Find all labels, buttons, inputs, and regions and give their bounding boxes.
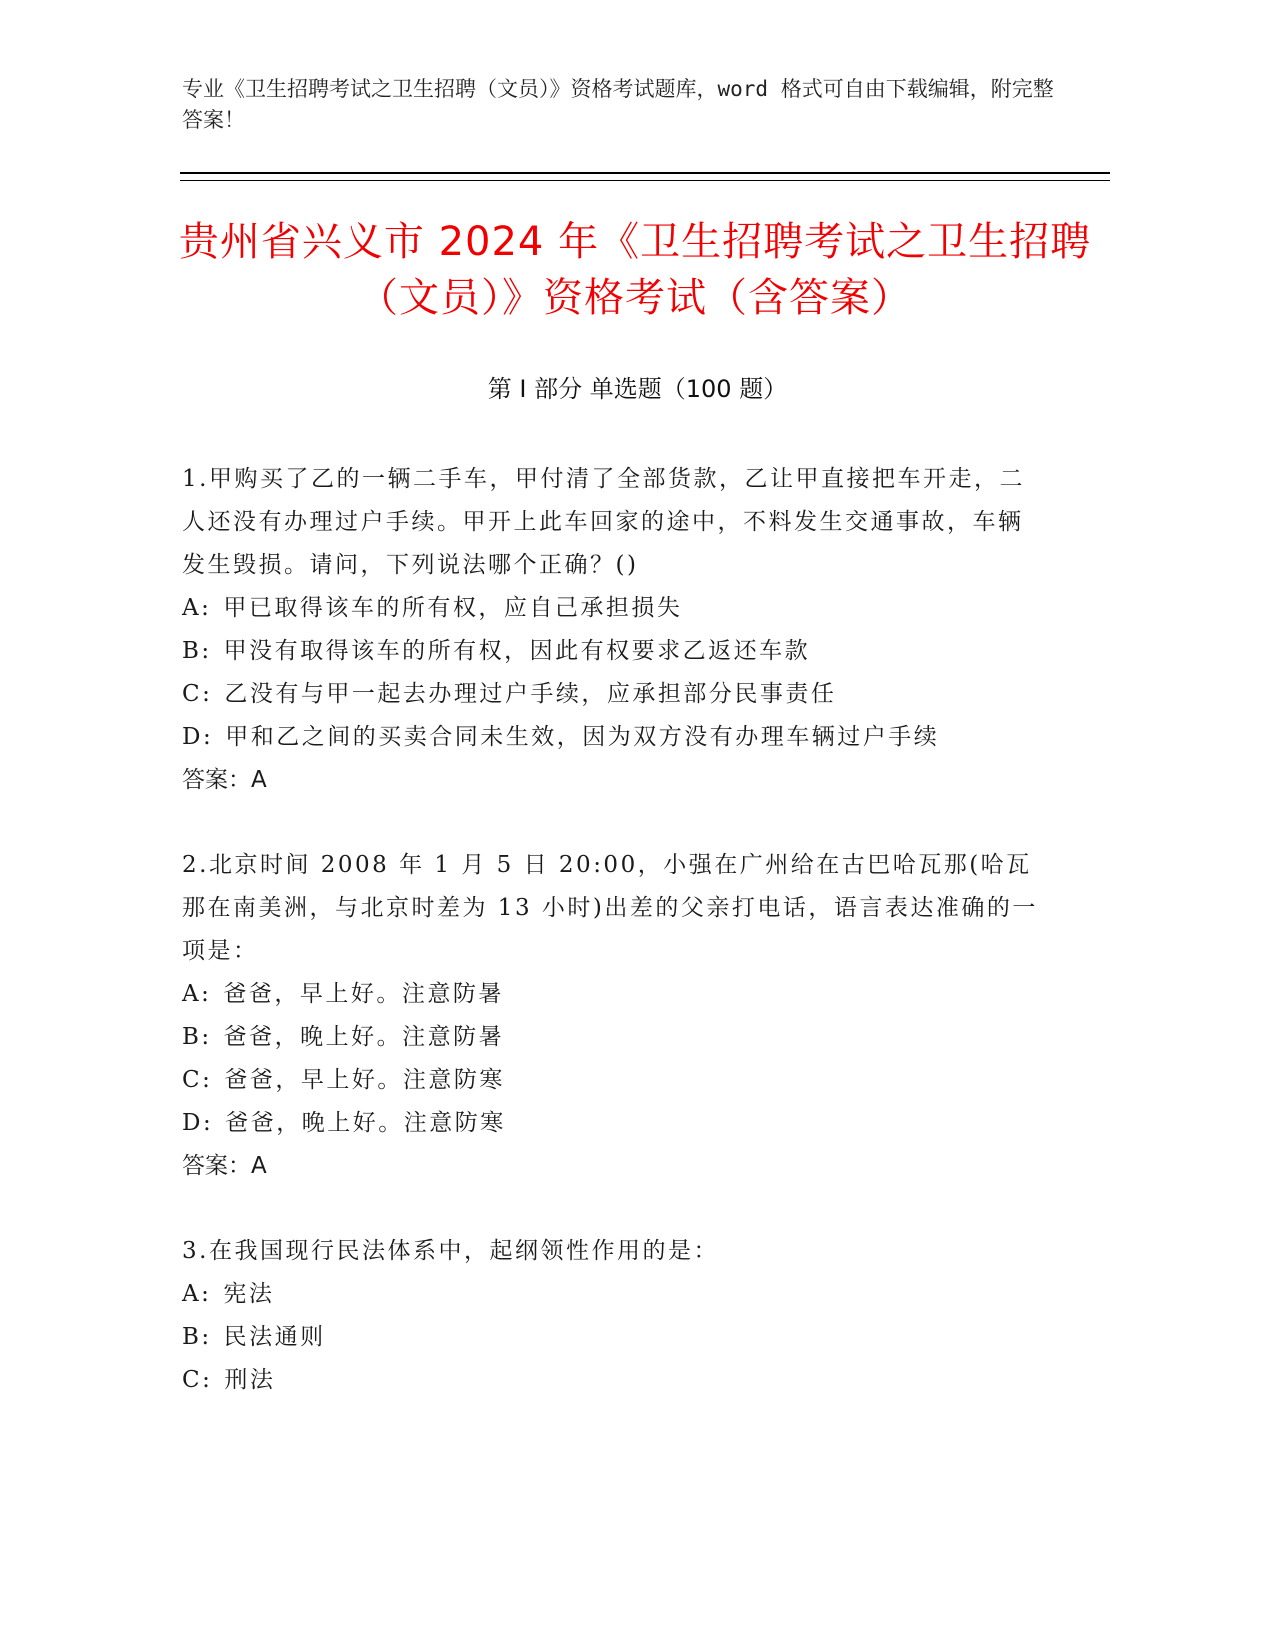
question-stem: 3.在我国现行民法体系中，起纲领性作用的是： [182,1238,719,1264]
option-letter: B: [182,1024,212,1050]
option-text: 民法通则 [223,1324,326,1350]
answer-label: 答案： [182,767,251,793]
option-b [182,630,1042,673]
option-letter: A: [182,981,212,1007]
header-divider-thick [180,172,1110,174]
option-a [182,973,1042,1016]
option-letter: B: [182,638,212,664]
option-letter: C: [182,1067,213,1093]
answer-value: A [251,767,267,793]
question-stem: 2.北京时间 2008 年 1 月 5 日 20:00，小强在广州给在古巴哈瓦那(哈瓦那在南美洲，与北京时差为 13 小时)出差的父亲打电话，语言表达准确的一项是： [182,852,1038,964]
option-letter: A: [182,595,212,621]
option-text: 爸爸，早上好。注意防寒 [224,1067,505,1093]
option-a [182,1273,1042,1316]
question-1 [182,458,1042,802]
option-text: 乙没有与甲一起去办理过户手续，应承担部分民事责任 [224,681,837,707]
option-text: 甲没有取得该车的所有权，因此有权要求乙返还车款 [223,638,811,664]
option-text: 爸爸，晚上好。注意防寒 [225,1110,506,1136]
option-letter: C: [182,681,213,707]
option-letter: A: [182,1281,212,1307]
option-text: 刑法 [224,1367,276,1393]
option-letter: B: [182,1324,212,1350]
option-text: 甲和乙之间的买卖合同未生效，因为双方没有办理车辆过户手续 [225,724,940,750]
option-a [182,587,1042,630]
option-d [182,1102,1042,1145]
option-letter: C: [182,1367,213,1393]
question-stem: 1.甲购买了乙的一辆二手车，甲付清了全部货款，乙让甲直接把车开走，二人还没有办理过户手续。甲开上此车回家的途中，不料发生交通事故，车辆发生毁损。请问，下列说法哪个正确？() [182,466,1025,578]
answer-label: 答案： [182,1153,251,1179]
option-b [182,1316,1042,1359]
header-divider-thin [180,180,1110,181]
option-c [182,1359,1042,1402]
document-title: 贵州省兴义市 2024 年《卫生招聘考试之卫生招聘（文员）》资格考试（含答案） [178,219,1092,321]
option-text: 宪法 [223,1281,275,1307]
header-note: 专业《卫生招聘考试之卫生招聘（文员）》资格考试题库，word 格式可自由下载编辑，附完整答案！ [182,77,1054,132]
option-text: 爸爸，晚上好。注意防暑 [223,1024,505,1050]
answer-value: A [251,1153,267,1179]
option-text: 甲已取得该车的所有权，应自己承担损失 [223,595,683,621]
option-c [182,1059,1042,1102]
option-text: 爸爸，早上好。注意防暑 [223,981,504,1007]
section-title: 第 I 部分 单选题（100 题） [487,375,788,403]
option-c [182,673,1042,716]
option-letter: D: [182,724,214,750]
option-b [182,1016,1042,1059]
question-2 [182,844,1042,1188]
answer-line [182,1145,1042,1188]
option-letter: D: [182,1110,214,1136]
question-list [182,458,1042,1444]
question-3 [182,1230,1042,1402]
option-d [182,716,1042,759]
answer-line [182,759,1042,802]
